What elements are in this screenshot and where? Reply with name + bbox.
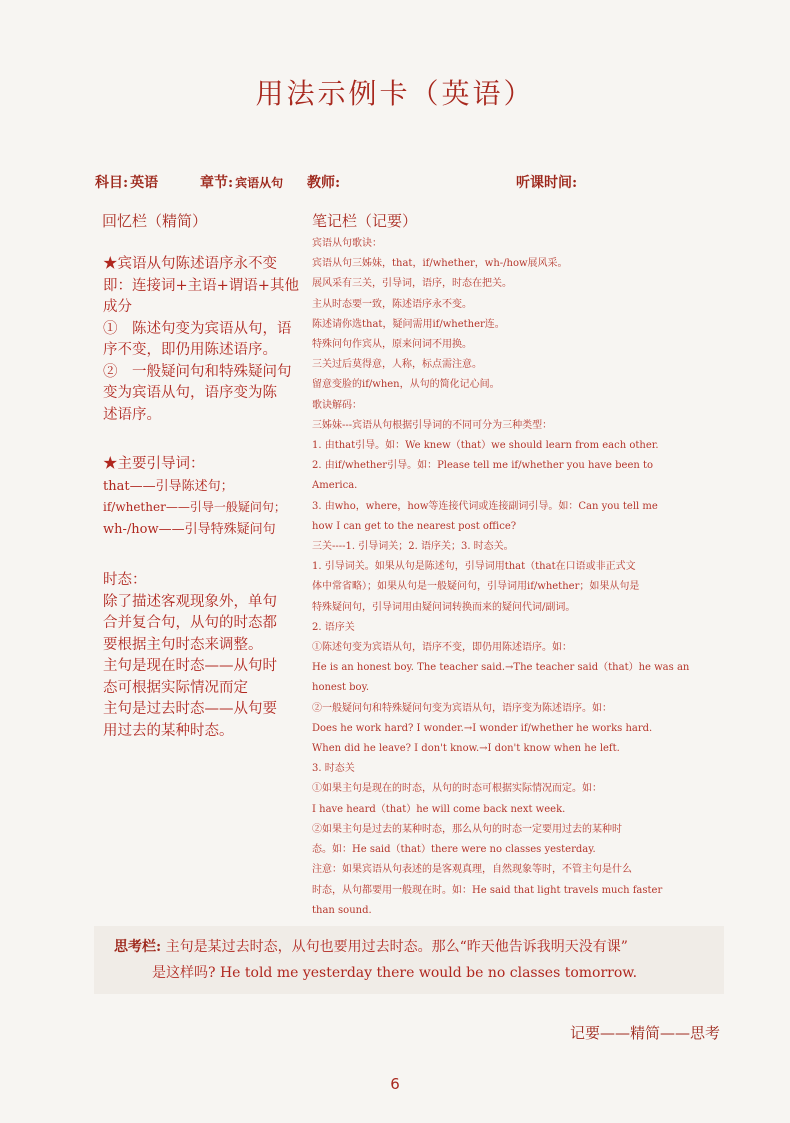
teacher-field	[307, 172, 342, 192]
notes-column	[312, 234, 717, 921]
thinking-line-2	[152, 962, 637, 982]
recall-line: ★主要引导词：	[103, 456, 205, 472]
footer-motto: 记要——精简——思考	[569, 1024, 720, 1042]
note-line: 歌诀解码：	[312, 399, 362, 411]
spacer	[103, 426, 303, 454]
subject-value: 英语	[130, 175, 159, 191]
thinking-label: 思考栏:	[114, 939, 162, 955]
chapter-label: 章节:	[200, 175, 234, 191]
page-number: 6	[390, 1075, 400, 1093]
thinking-box	[94, 926, 724, 994]
note-line: 1. 由that引导。如：We knew（that）we should learn from each other.	[312, 440, 659, 452]
note-line: 展风采有三关，引导词，语序，时态在把关。	[312, 278, 512, 290]
time-field	[516, 172, 579, 192]
note-line: 2. 由if/whether引导。如：Please tell me if/whether you have been to	[312, 460, 654, 472]
note-line: ①如果主句是现在的时态，从句的时态可根据实际情况而定。如：	[312, 783, 602, 795]
note-line: 特殊问句作宾从，原来问词不用换。	[312, 339, 472, 351]
note-line: 体中常省略）；如果从句是一般疑问句，引导词用if/whether；如果从句是	[312, 581, 640, 593]
note-line: 陈述请你选that，疑问需用if/whether连。	[312, 318, 505, 330]
note-line: 1. 引导词关。如果从句是陈述句，引导词用that（that在口语或非正式文	[312, 561, 636, 573]
recall-line: ① 陈述句变为宾语从句，语	[103, 320, 292, 337]
note-line: than sound.	[312, 904, 372, 916]
teacher-label: 教师:	[307, 175, 341, 191]
recall-line: 述语序。	[103, 406, 161, 423]
note-line: Does he work hard? I wonder.→I wonder if/whether he works hard.	[312, 722, 653, 734]
subject-label: 科目:	[95, 175, 129, 191]
recall-line: 主句是过去时态——从句要	[103, 701, 277, 717]
note-line: 特殊疑问句，引导词用由疑问词转换而来的疑问代词/副词。	[312, 601, 576, 613]
chapter-field	[200, 172, 285, 192]
recall-line: 合并复合句，从句的时态都	[103, 615, 277, 631]
thinking-text-1: 主句是某过去时态，从句也要用过去时态。那么“昨天他告诉我明天没有课”	[165, 939, 628, 955]
note-line: 时态，从句都要用一般现在时。如：He said that light travels much faster	[312, 884, 663, 896]
note-line: how I can get to the nearest post office?	[312, 520, 517, 532]
recall-line: that——引导陈述句；	[103, 478, 234, 494]
note-line: honest boy.	[312, 682, 370, 694]
note-line: 宾语从句歌诀：	[312, 238, 382, 249]
note-line: 三关----1. 引导词关；2. 语序关；3. 时态关。	[312, 541, 514, 553]
recall-line: 变为宾语从句，语序变为陈	[103, 385, 277, 401]
note-line: 2. 语序关	[312, 621, 355, 633]
note-line: 留意变脸的if/when，从句的简化记心间。	[312, 379, 500, 391]
recall-line: 主句是现在时态——从句时	[103, 658, 277, 674]
recall-line: 成分	[103, 299, 132, 315]
note-line: America.	[312, 480, 358, 492]
note-line: ②一般疑问句和特殊疑问句变为宾语从句，语序变为陈述语序。如：	[312, 702, 612, 714]
recall-line: 除了描述客观现象外，单句	[103, 593, 277, 610]
spacer	[103, 540, 303, 570]
note-line: He is an honest boy. The teacher said.→The teacher said（that）he was an	[312, 662, 690, 674]
note-line: 三姊妹---宾语从句根据引导词的不同可分为三种类型：	[312, 419, 553, 431]
recall-line: 态可根据实际情况而定	[103, 679, 248, 696]
note-line: 态。如：He said（that）there were no classes yesterday.	[312, 844, 596, 856]
thinking-text-2: 是这样吗? He told me yesterday there would be no classes tomorrow.	[152, 965, 638, 981]
recall-line: ② 一般疑问句和特殊疑问句	[103, 363, 292, 380]
recall-column-heading: 回忆栏（精简）	[102, 212, 208, 230]
recall-line: ★宾语从句陈述语序永不变	[103, 256, 277, 272]
note-line: ①陈述句变为宾语从句，语序不变，即仍用陈述语序。如：	[312, 642, 572, 654]
recall-column	[103, 254, 303, 742]
note-line: When did he leave? I don't know.→I don't know when he left.	[312, 743, 620, 755]
chapter-value: 宾语从句	[235, 176, 284, 190]
recall-line: if/whether——引导一般疑问句；	[103, 500, 286, 514]
note-line: 宾语从句三姊妹，that，if/whether，wh-/how展风采。	[312, 258, 568, 270]
recall-line: 序不变，即仍用陈述语序。	[103, 342, 277, 358]
recall-line: 即：连接词+主语+谓语+其他	[103, 277, 299, 294]
time-label: 听课时间:	[516, 175, 578, 191]
note-line: ②如果主句是过去的某种时态，那么从句的时态一定要用过去的某种时	[312, 823, 622, 835]
recall-line: wh-/how——引导特殊疑问句	[103, 521, 276, 537]
note-line: 主从时态要一致，陈述语序永不变。	[312, 298, 472, 310]
page-title: 用法示例卡（英语）	[255, 77, 535, 110]
note-line: 3. 由who，where，how等连接代词或连接副词引导。如：Can you tell me	[312, 500, 658, 512]
recall-line: 用过去的某种时态。	[103, 722, 234, 739]
subject-field	[95, 172, 160, 192]
thinking-line-1	[114, 936, 628, 956]
recall-line: 要根据主句时态来调整。	[103, 636, 263, 653]
notes-column-heading: 笔记栏（记要）	[312, 212, 418, 230]
note-line: 注意：如果宾语从句表述的是客观真理，自然现象等时，不管主句是什么	[312, 864, 632, 876]
note-line: I have heard（that）he will come back next week.	[312, 803, 566, 815]
recall-line: 时态：	[103, 572, 147, 588]
note-line: 3. 时态关	[312, 763, 355, 775]
note-line: 三关过后莫得意，人称，标点需注意。	[312, 359, 482, 371]
